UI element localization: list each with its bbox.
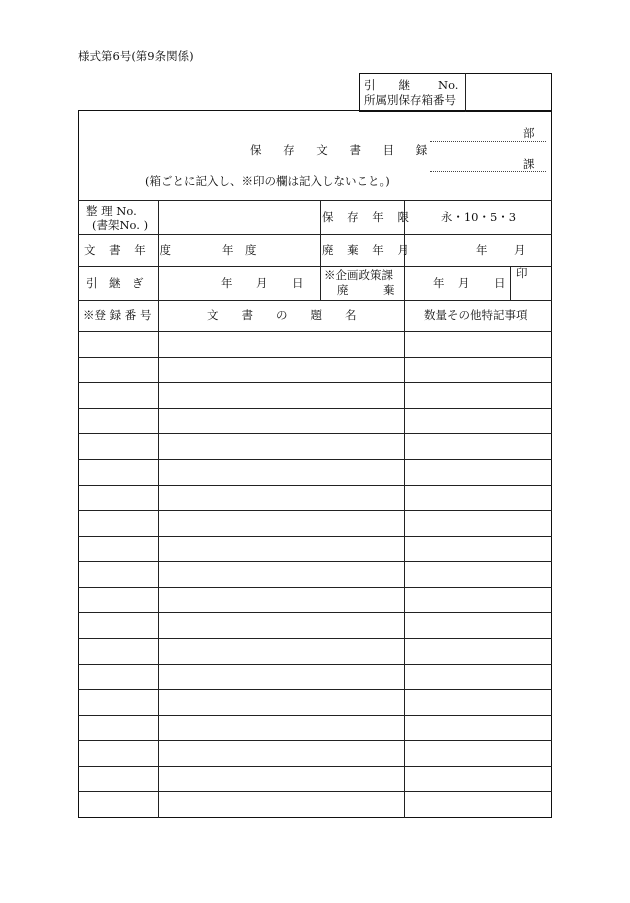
- seal-divider: [510, 266, 511, 300]
- row-divider: [78, 266, 552, 267]
- notes-cell[interactable]: [406, 589, 550, 611]
- document-title-cell[interactable]: [160, 640, 402, 662]
- disposal-month-unit: 月: [514, 243, 526, 257]
- registration-no-cell[interactable]: [80, 333, 156, 355]
- registration-no-cell[interactable]: [80, 717, 156, 739]
- handover-month-unit: 月: [256, 276, 268, 290]
- list-row-divider: [78, 459, 552, 460]
- section-field[interactable]: [430, 156, 522, 171]
- seal-label: 印: [516, 266, 528, 280]
- document-title-header: 文 書 の 題 名: [207, 308, 357, 322]
- form-title: 保 存 文 書 目 録: [250, 143, 437, 157]
- instruction-text: (箱ごとに記入し、※印の欄は記入しないこと。): [145, 174, 390, 188]
- notes-header: 数量その他特記事項: [424, 308, 528, 322]
- document-title-cell[interactable]: [160, 487, 402, 509]
- document-title-cell[interactable]: [160, 410, 402, 432]
- notes-cell[interactable]: [406, 384, 550, 406]
- notes-cell[interactable]: [406, 410, 550, 432]
- department-dotted-line: [430, 141, 546, 142]
- list-row-divider: [78, 715, 552, 716]
- document-title-cell[interactable]: [160, 717, 402, 739]
- document-title-cell[interactable]: [160, 742, 402, 764]
- notes-cell[interactable]: [406, 487, 550, 509]
- shelf-no-label: (書架No. ): [92, 218, 149, 232]
- retention-label: 保 存 年 限: [322, 210, 414, 224]
- list-row-divider: [78, 357, 552, 358]
- transfer-label: 引 継: [364, 78, 410, 92]
- list-row-divider: [78, 382, 552, 383]
- department-field[interactable]: [430, 126, 522, 141]
- document-title-cell[interactable]: [160, 538, 402, 560]
- list-row-divider: [78, 638, 552, 639]
- list-row-divider: [78, 510, 552, 511]
- arrangement-no-field[interactable]: [160, 202, 318, 232]
- document-title-cell[interactable]: [160, 359, 402, 381]
- notes-cell[interactable]: [406, 461, 550, 483]
- policy-day-unit: 日: [494, 276, 506, 290]
- column-divider: [404, 200, 405, 818]
- document-title-cell[interactable]: [160, 768, 402, 790]
- row-divider: [78, 300, 552, 301]
- list-row-divider: [78, 740, 552, 741]
- list-row-divider: [78, 689, 552, 690]
- registration-no-cell[interactable]: [80, 538, 156, 560]
- form-label: 様式第6号(第9条関係): [78, 49, 194, 63]
- registration-no-cell[interactable]: [80, 512, 156, 534]
- handover-year-unit: 年: [221, 276, 233, 290]
- registration-no-cell[interactable]: [80, 793, 156, 815]
- document-year-label: 文 書 年 度: [84, 243, 176, 257]
- registration-no-cell[interactable]: [80, 768, 156, 790]
- registration-no-cell[interactable]: [80, 384, 156, 406]
- document-title-cell[interactable]: [160, 666, 402, 688]
- document-title-cell[interactable]: [160, 691, 402, 713]
- storage-box-number-label: 所属別保存箱番号: [364, 93, 456, 107]
- transfer-number-field[interactable]: [467, 75, 549, 110]
- list-row-divider: [78, 612, 552, 613]
- disposal-year-unit: 年: [476, 243, 488, 257]
- notes-cell[interactable]: [406, 640, 550, 662]
- notes-cell[interactable]: [406, 512, 550, 534]
- list-row-divider: [78, 664, 552, 665]
- column-divider: [158, 200, 159, 818]
- retention-value[interactable]: 永・10・5・3: [440, 210, 517, 224]
- document-title-cell[interactable]: [160, 461, 402, 483]
- document-title-cell[interactable]: [160, 614, 402, 636]
- list-row-divider: [78, 408, 552, 409]
- document-title-cell[interactable]: [160, 435, 402, 457]
- policy-disposal-label: 廃 棄: [337, 283, 395, 297]
- notes-cell[interactable]: [406, 333, 550, 355]
- registration-no-cell[interactable]: [80, 359, 156, 381]
- notes-cell[interactable]: [406, 435, 550, 457]
- registration-no-header: ※登 録 番 号: [83, 308, 152, 322]
- registration-no-cell[interactable]: [80, 691, 156, 713]
- registration-no-cell[interactable]: [80, 410, 156, 432]
- registration-no-cell[interactable]: [80, 461, 156, 483]
- notes-cell[interactable]: [406, 666, 550, 688]
- row-divider: [78, 200, 552, 201]
- policy-division-label: ※企画政策課: [324, 268, 393, 282]
- list-row-divider: [78, 766, 552, 767]
- document-title-cell[interactable]: [160, 589, 402, 611]
- column-divider: [320, 200, 321, 300]
- list-row-divider: [78, 485, 552, 486]
- notes-cell[interactable]: [406, 793, 550, 815]
- department-suffix: 部: [523, 126, 535, 140]
- policy-year-unit: 年: [433, 276, 445, 290]
- row-divider: [78, 331, 552, 332]
- document-title-cell[interactable]: [160, 384, 402, 406]
- section-suffix: 課: [523, 157, 535, 171]
- notes-cell[interactable]: [406, 614, 550, 636]
- notes-cell[interactable]: [406, 742, 550, 764]
- list-row-divider: [78, 587, 552, 588]
- document-title-cell[interactable]: [160, 793, 402, 815]
- document-title-cell[interactable]: [160, 333, 402, 355]
- handover-date-field[interactable]: [160, 268, 318, 298]
- registration-no-cell[interactable]: [80, 742, 156, 764]
- notes-cell[interactable]: [406, 538, 550, 560]
- handover-label: 引 継 ぎ: [86, 276, 144, 290]
- document-title-cell[interactable]: [160, 563, 402, 585]
- seal-field[interactable]: [512, 268, 550, 298]
- notes-cell[interactable]: [406, 768, 550, 790]
- list-row-divider: [78, 561, 552, 562]
- registration-no-cell[interactable]: [80, 614, 156, 636]
- document-year-field[interactable]: 年 度: [222, 243, 257, 257]
- registration-no-cell[interactable]: [80, 487, 156, 509]
- registration-no-cell[interactable]: [80, 666, 156, 688]
- notes-cell[interactable]: [406, 691, 550, 713]
- disposal-date-label: 廃 棄 年 月: [322, 243, 414, 257]
- section-dotted-line: [430, 171, 546, 172]
- transfer-box-divider: [465, 73, 466, 112]
- transfer-no-label: No.: [438, 78, 459, 92]
- list-row-divider: [78, 536, 552, 537]
- policy-month-unit: 月: [458, 276, 470, 290]
- registration-no-cell[interactable]: [80, 563, 156, 585]
- list-row-divider: [78, 791, 552, 792]
- notes-cell[interactable]: [406, 563, 550, 585]
- handover-day-unit: 日: [292, 276, 304, 290]
- document-title-cell[interactable]: [160, 512, 402, 534]
- disposal-date-field[interactable]: [406, 236, 550, 264]
- arrangement-no-label: 整 理 No.: [86, 204, 137, 218]
- registration-no-cell[interactable]: [80, 640, 156, 662]
- registration-no-cell[interactable]: [80, 435, 156, 457]
- registration-no-cell[interactable]: [80, 589, 156, 611]
- row-divider: [78, 234, 552, 235]
- notes-cell[interactable]: [406, 359, 550, 381]
- list-row-divider: [78, 433, 552, 434]
- notes-cell[interactable]: [406, 717, 550, 739]
